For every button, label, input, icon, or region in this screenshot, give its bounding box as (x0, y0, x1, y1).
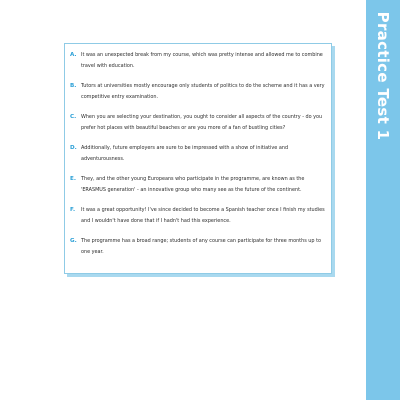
option-c (70, 112, 327, 134)
option-text: It was a great opportunity! I've since decided to become a Spanish teacher once I finish my studies and I wouldn't have done that if I hadn't had this experience. (81, 207, 325, 224)
side-tab-label: Practice Test 1 (374, 11, 392, 141)
option-text: Additionally, future employers are sure to be impressed with a show of initiative and adventurousness. (81, 145, 289, 162)
option-letter: C. (70, 114, 77, 120)
option-b (70, 81, 327, 103)
side-tab (366, 0, 400, 400)
option-text: They, and the other young Europeans who participate in the programme, are known as the 'ERASMUS generation' - an innovative group who many see as the future of the continent. (81, 176, 305, 193)
options-box (64, 43, 332, 274)
option-letter: B. (70, 83, 77, 89)
option-letter: G. (70, 238, 77, 244)
option-text: It was an unexpected break from my course, which was pretty intense and allowed me to combine travel with education. (81, 52, 323, 69)
option-f (70, 205, 327, 227)
option-text: The programme has a broad range; students of any course can participate for three months up to one year. (81, 238, 321, 255)
option-a (70, 50, 327, 72)
option-letter: E. (70, 176, 76, 182)
option-letter: A. (70, 52, 77, 58)
option-e (70, 174, 327, 196)
option-letter: F. (70, 207, 76, 213)
option-g (70, 236, 327, 258)
option-d (70, 143, 327, 165)
option-letter: D. (70, 145, 77, 151)
option-text: When you are selecting your destination, you ought to consider all aspects of the country - do you prefer hot places with beautiful beaches or are you more of a fan of bustling cities? (81, 114, 323, 131)
option-text: Tutors at universities mostly encourage only students of politics to do the scheme and it has a very competitive entry examination. (81, 83, 325, 100)
